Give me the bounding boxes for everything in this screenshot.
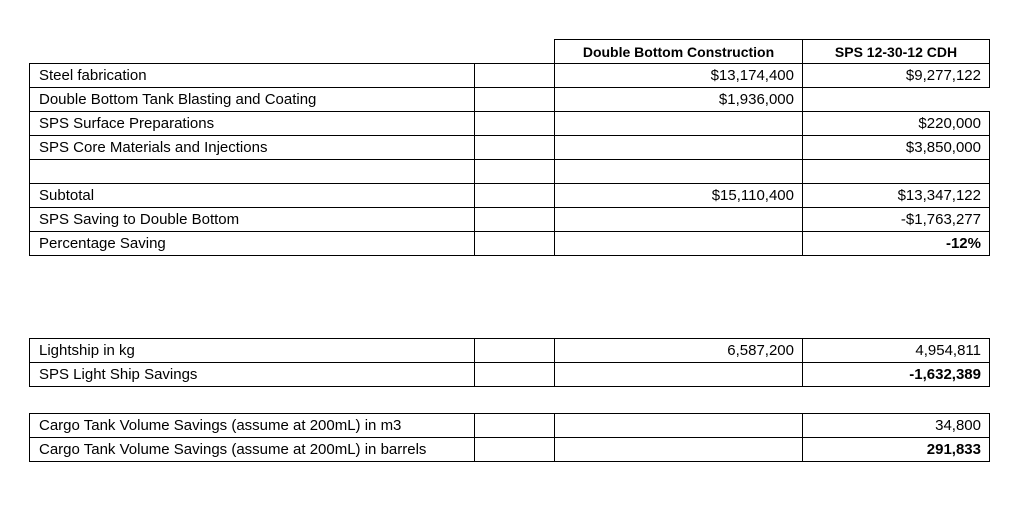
sps-value: $3,850,000 (803, 136, 990, 160)
double-bottom-value (555, 232, 803, 256)
row-label: Cargo Tank Volume Savings (assume at 200mL) in barrels (30, 438, 475, 462)
percentage-row (30, 232, 990, 256)
spacer-cell (475, 112, 555, 136)
table-row (30, 88, 990, 112)
row-label: Double Bottom Tank Blasting and Coating (30, 88, 475, 112)
sps-value: $220,000 (803, 112, 990, 136)
table-row (30, 112, 990, 136)
table-row (30, 363, 990, 387)
sps-value: 4,954,811 (803, 339, 990, 363)
sps-value (803, 88, 990, 112)
sps-value: $13,347,122 (803, 184, 990, 208)
table-row (30, 339, 990, 363)
spacer-cell (475, 339, 555, 363)
spacer-cell (475, 184, 555, 208)
double-bottom-value (555, 160, 803, 184)
double-bottom-value (555, 363, 803, 387)
row-label: Cargo Tank Volume Savings (assume at 200mL) in m3 (30, 414, 475, 438)
double-bottom-value (555, 136, 803, 160)
table-row (30, 64, 990, 88)
spacer-cell (475, 438, 555, 462)
sps-value: 291,833 (803, 438, 990, 462)
cargo-tank-table (29, 413, 990, 462)
sps-value: 34,800 (803, 414, 990, 438)
spacer-cell (475, 232, 555, 256)
row-label: Percentage Saving (30, 232, 475, 256)
header-sps: SPS 12-30-12 CDH (803, 40, 990, 64)
spacer-cell (475, 136, 555, 160)
row-label: SPS Light Ship Savings (30, 363, 475, 387)
spacer-cell (475, 64, 555, 88)
sps-value: -$1,763,277 (803, 208, 990, 232)
double-bottom-value: $1,936,000 (555, 88, 803, 112)
header-blank-label (30, 40, 475, 64)
cost-comparison-table (29, 39, 990, 256)
row-label: Steel fabrication (30, 64, 475, 88)
double-bottom-value (555, 112, 803, 136)
table-row-empty (30, 160, 990, 184)
row-label: Lightship in kg (30, 339, 475, 363)
row-label: SPS Core Materials and Injections (30, 136, 475, 160)
double-bottom-value: $13,174,400 (555, 64, 803, 88)
row-label (30, 160, 475, 184)
row-label: SPS Saving to Double Bottom (30, 208, 475, 232)
double-bottom-value: $15,110,400 (555, 184, 803, 208)
header-row (30, 40, 990, 64)
double-bottom-value: 6,587,200 (555, 339, 803, 363)
table-row (30, 414, 990, 438)
spacer-cell (475, 160, 555, 184)
subtotal-row (30, 184, 990, 208)
spacer-cell (475, 88, 555, 112)
spacer-cell (475, 414, 555, 438)
double-bottom-value (555, 208, 803, 232)
header-double-bottom: Double Bottom Construction (555, 40, 803, 64)
sps-value: -1,632,389 (803, 363, 990, 387)
double-bottom-value (555, 414, 803, 438)
row-label: Subtotal (30, 184, 475, 208)
lightship-table (29, 338, 990, 387)
double-bottom-value (555, 438, 803, 462)
spacer-cell (475, 363, 555, 387)
spacer-cell (475, 208, 555, 232)
table-row (30, 438, 990, 462)
sps-value: $9,277,122 (803, 64, 990, 88)
row-label: SPS Surface Preparations (30, 112, 475, 136)
header-blank-spacer (475, 40, 555, 64)
table-row (30, 136, 990, 160)
table-row (30, 208, 990, 232)
sps-value (803, 160, 990, 184)
sps-value: -12% (803, 232, 990, 256)
